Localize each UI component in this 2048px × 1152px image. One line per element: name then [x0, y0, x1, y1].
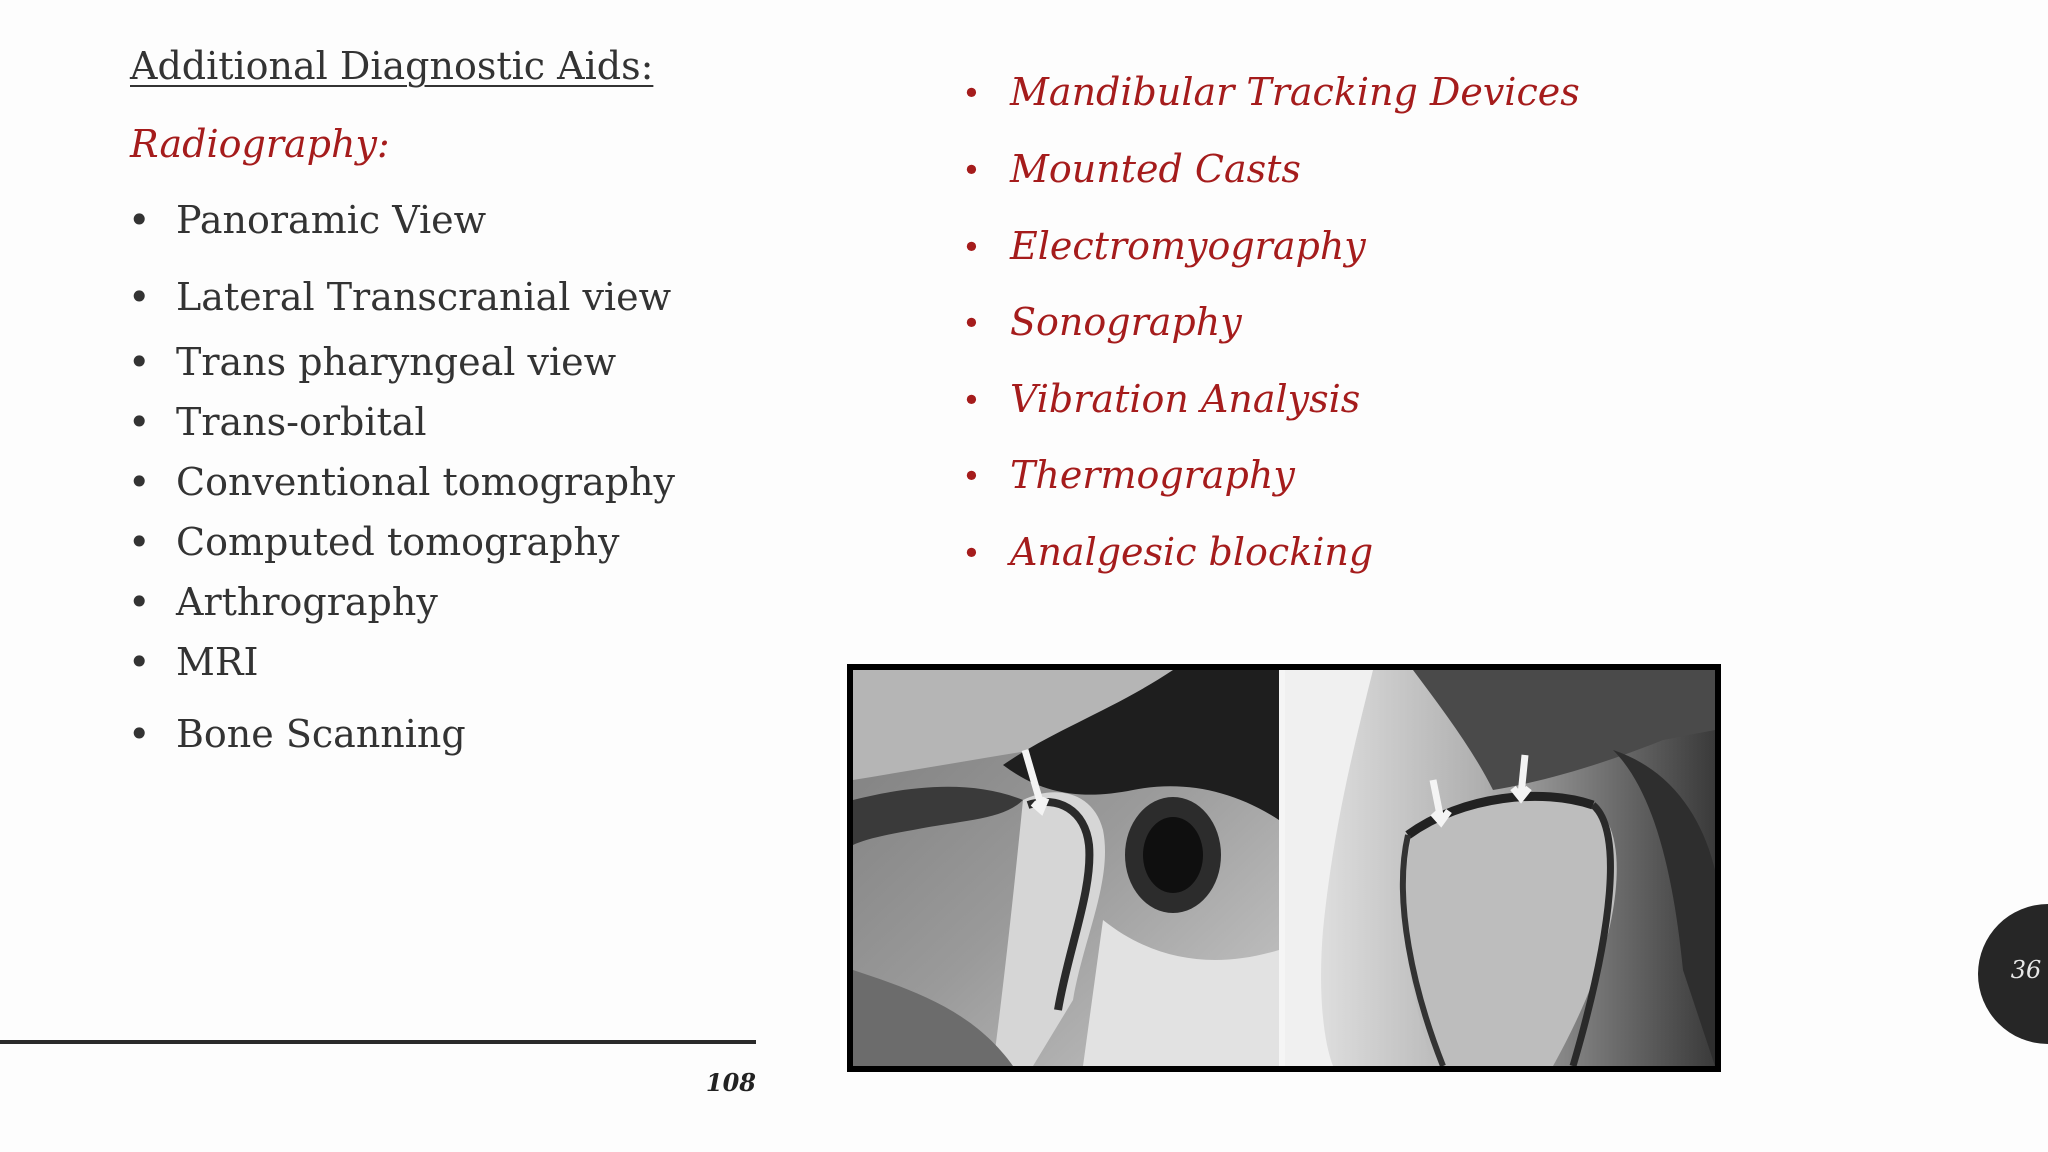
bullet-icon: • [962, 151, 981, 189]
bullet-icon: • [128, 340, 151, 384]
bullet-icon: • [128, 712, 151, 756]
bullet-icon: • [962, 381, 981, 419]
bullet-icon: • [962, 74, 981, 112]
bullet-icon: • [962, 228, 981, 266]
radiography-subheading: Radiography: [130, 122, 390, 166]
mri-image [847, 664, 1721, 1072]
bullet-icon: • [962, 457, 981, 495]
slide-number: 36 [2010, 956, 2042, 984]
bullet-icon: • [128, 460, 151, 504]
bullet-icon: • [128, 580, 151, 624]
mri-tmj-icon [853, 670, 1715, 1066]
bullet-icon: • [128, 520, 151, 564]
page-number: 108 [705, 1068, 756, 1097]
bullet-icon: • [962, 304, 981, 342]
bullet-icon: • [128, 198, 151, 242]
slide-number-badge [1978, 904, 2048, 1044]
bullet-icon: • [128, 400, 151, 444]
section-heading: Additional Diagnostic Aids: [130, 44, 654, 88]
bullet-icon: • [128, 275, 151, 319]
bullet-icon: • [128, 640, 151, 684]
slide: Additional Diagnostic Aids: Radiography: • Panoramic View • Lateral Transcranial view • Trans pharyngeal view • Trans-orbital • Conventional tomography • Computed tomography • Arthrography • MRI • Bone Scanning • Mandibular Tracking Devices • Mounted Casts • Electromyography • Sonography • Vibration Analysis • Thermography • Analgesic blocking 108 36 [0, 0, 2048, 1152]
footer-divider [0, 1040, 756, 1044]
bullet-icon: • [962, 534, 981, 572]
